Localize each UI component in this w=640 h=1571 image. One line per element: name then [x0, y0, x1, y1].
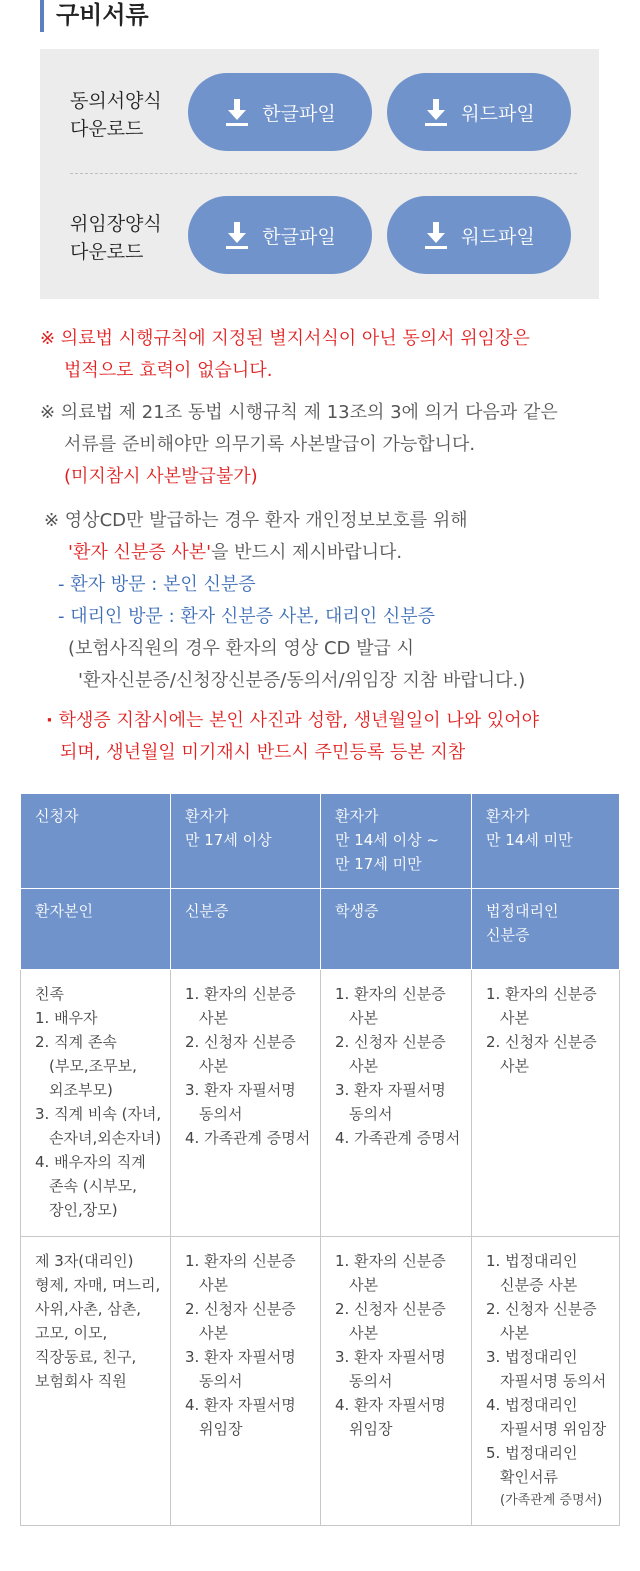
consent-word-download-button[interactable]: [387, 73, 571, 151]
student-id-notice: · 학생증 지참시에는 본인 사진과 성함, 생년월일이 나와 있어야 되며, 생년월일 미기재시 반드시 주민등록 등본 지참: [46, 710, 540, 763]
cell-line: 보험회사 직원: [35, 1372, 127, 1390]
cell-line: 확인서류: [500, 1468, 558, 1486]
cd-issue-notice: ※ 영상CD만 발급하는 경우 환자 개인정보보호를 위해 '환자 신분증 사본'을 반드시 제시바랍니다. - 환자 방문 : 본인 신분증 - 대리인 방문 : 환자 신분증 사본, 대리인 신분증 (보험사직원의 경우 환자의 영상 CD 발급 시 '환자신분증/신청장신분증/동의서/위임장 지참 바랍니다.): [44, 510, 526, 691]
download-icon: [224, 97, 250, 127]
cell-line: 자필서명 동의서: [500, 1372, 607, 1390]
cell-line: 1. 환자의 신분증: [185, 985, 296, 1003]
consent-form-row: [40, 73, 599, 153]
table-cell: [472, 1237, 620, 1526]
cell-line: 사본: [199, 1057, 228, 1075]
table-cell: [21, 970, 171, 1237]
cell-line: 제 3자(대리인): [35, 1252, 134, 1270]
download-icon: [423, 220, 449, 250]
download-icon: [423, 97, 449, 127]
bullet-icon: ·: [46, 710, 53, 731]
proxy-word-download-button[interactable]: [387, 196, 571, 274]
download-box: [40, 49, 599, 299]
cell-line: 동의서: [199, 1105, 243, 1123]
cell-line: 3. 환자 자필서명: [185, 1081, 296, 1099]
table-cell: [321, 970, 472, 1237]
table-header-cell: [472, 794, 620, 889]
table-header-row: [21, 889, 620, 970]
cell-line: 사위,사촌, 삼촌,: [35, 1300, 142, 1318]
table-row: [21, 1237, 620, 1526]
cell-line: (가족관계 증명서): [500, 1493, 603, 1508]
cell-line: 환자가: [486, 807, 530, 825]
cell-line: 1. 환자의 신분증: [335, 1252, 446, 1270]
required-documents-table: [20, 793, 620, 1526]
cell-line: 3. 환자 자필서명: [335, 1348, 446, 1366]
cell-line: 3. 환자 자필서명: [335, 1081, 446, 1099]
cell-line: 4. 환자 자필서명: [185, 1396, 296, 1414]
id-copy-highlight: '환자 신분증 사본': [68, 542, 212, 563]
table-cell: [21, 1237, 171, 1526]
cell-line: 동의서: [199, 1372, 243, 1390]
cell-line: 사본: [349, 1276, 378, 1294]
cell-line: 장인,장모): [49, 1201, 118, 1219]
cell-line: 환자본인: [35, 902, 93, 920]
word-button-label: 워드파일: [461, 225, 535, 248]
cell-line: 2. 신청자 신분증: [335, 1033, 446, 1051]
cell-line: 학생증: [335, 902, 379, 920]
cell-line: 4. 가족관계 증명서: [185, 1129, 311, 1147]
cell-line: 신분증 사본: [500, 1276, 578, 1294]
cell-line: 만 14세 미만: [486, 831, 573, 849]
cell-line: 1. 배우자: [35, 1009, 98, 1027]
cell-line: 4. 환자 자필서명: [335, 1396, 446, 1414]
cell-line: 2. 신청자 신분증: [486, 1300, 597, 1318]
cell-line: 3. 환자 자필서명: [185, 1348, 296, 1366]
cell-line: 3. 직계 비속 (자녀,: [35, 1105, 162, 1123]
cell-line: 4. 배우자의 직계: [35, 1153, 146, 1171]
cell-line: 동의서: [349, 1105, 393, 1123]
proxy-hwp-download-button[interactable]: [188, 196, 372, 274]
cell-line: 환자가: [335, 807, 379, 825]
table-header-cell: [21, 794, 171, 889]
cell-line: 형제, 자매, 며느리,: [35, 1276, 161, 1294]
cell-line: 4. 가족관계 증명서: [335, 1129, 461, 1147]
word-button-label: 워드파일: [461, 102, 535, 125]
cell-line: 1. 법정대리인: [486, 1252, 578, 1270]
table-header-cell: [321, 889, 472, 970]
cell-line: 고모, 이모,: [35, 1324, 108, 1342]
cell-line: 2. 직계 존속: [35, 1033, 117, 1051]
cell-line: 4. 법정대리인: [486, 1396, 578, 1414]
cell-line: 만 17세 미만: [335, 855, 422, 873]
table-header-cell: [21, 889, 171, 970]
cell-line: 신청자: [35, 807, 79, 825]
cell-line: 1. 환자의 신분증: [185, 1252, 296, 1270]
cell-line: 사본: [500, 1009, 529, 1027]
cell-line: 3. 법정대리인: [486, 1348, 578, 1366]
legal-validity-notice: ※ 의료법 시행규칙에 지정된 별지서식이 아닌 동의서 위임장은 법적으로 효력이 없습니다.: [40, 328, 530, 381]
cell-line: 사본: [199, 1276, 228, 1294]
cell-line: 2. 신청자 신분증: [185, 1033, 296, 1051]
cell-line: 사본: [349, 1057, 378, 1075]
cell-line: 사본: [349, 1324, 378, 1342]
cell-line: 친족: [35, 985, 64, 1003]
consent-form-label: 동의서양식 다운로드: [70, 90, 162, 140]
table-row: [21, 970, 620, 1237]
table-header-row: [21, 794, 620, 889]
cell-line: 1. 환자의 신분증: [486, 985, 597, 1003]
table-header-cell: [472, 889, 620, 970]
cell-line: 존속 (시부모,: [49, 1177, 137, 1195]
divider: [70, 173, 577, 174]
cell-line: 신분증: [185, 902, 229, 920]
cell-line: 1. 환자의 신분증: [335, 985, 446, 1003]
cell-line: 동의서: [349, 1372, 393, 1390]
cell-line: 직장동료, 친구,: [35, 1348, 137, 1366]
cell-line: 법정대리인: [486, 902, 559, 920]
cell-line: 사본: [500, 1057, 529, 1075]
section-title: 구비서류: [40, 0, 149, 32]
cell-line: 사본: [199, 1009, 228, 1027]
hwp-button-label: 한글파일: [262, 102, 336, 125]
required-docs-notice: ※ 의료법 제 21조 동법 시행규칙 제 13조의 3에 의거 다음과 같은 서류를 준비해야만 의무기록 사본발급이 가능합니다. (미지참시 사본발급불가): [40, 402, 558, 487]
cell-line: 만 14세 이상 ~: [335, 831, 439, 849]
cell-line: 사본: [349, 1009, 378, 1027]
table-header-cell: [171, 889, 321, 970]
table-header-cell: [321, 794, 472, 889]
cell-line: 사본: [199, 1324, 228, 1342]
proxy-form-label: 위임장양식 다운로드: [70, 213, 162, 263]
download-icon: [224, 220, 250, 250]
table-cell: [171, 1237, 321, 1526]
table-cell: [321, 1237, 472, 1526]
cell-line: 5. 법정대리인: [486, 1444, 578, 1462]
hwp-button-label: 한글파일: [262, 225, 336, 248]
table-cell: [171, 970, 321, 1237]
cell-line: 만 17세 이상: [185, 831, 272, 849]
cell-line: 외조부모): [49, 1081, 113, 1099]
cell-line: 신분증: [486, 926, 530, 944]
cell-line: 손자녀,외손자녀): [49, 1129, 162, 1147]
table-cell: [472, 970, 620, 1237]
cell-line: 2. 신청자 신분증: [486, 1033, 597, 1051]
cell-line: 사본: [500, 1324, 529, 1342]
cell-line: 2. 신청자 신분증: [185, 1300, 296, 1318]
cell-line: 위임장: [349, 1420, 393, 1438]
cell-line: 위임장: [199, 1420, 243, 1438]
proxy-form-row: [40, 196, 599, 276]
consent-hwp-download-button[interactable]: [188, 73, 372, 151]
cell-line: (부모,조무보,: [49, 1057, 137, 1075]
table-header-cell: [171, 794, 321, 889]
cell-line: 2. 신청자 신분증: [335, 1300, 446, 1318]
cell-line: 자필서명 위임장: [500, 1420, 607, 1438]
cell-line: 환자가: [185, 807, 229, 825]
